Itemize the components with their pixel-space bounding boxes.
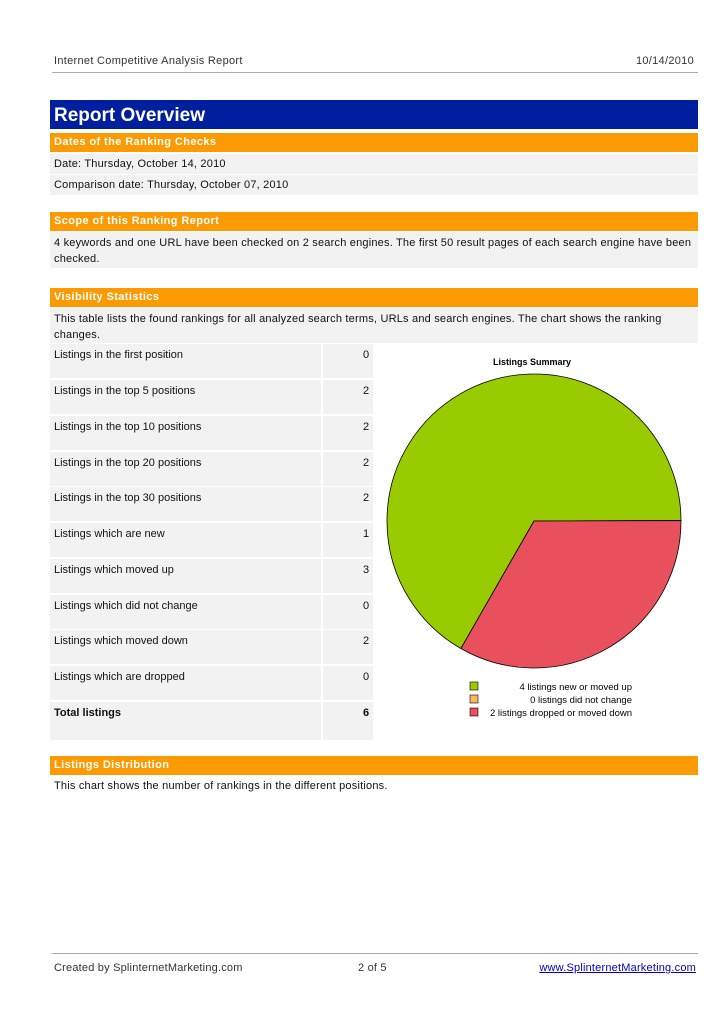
cell-divider <box>321 559 323 593</box>
dates-heading: Dates of the Ranking Checks <box>50 133 698 152</box>
table-row <box>50 523 373 557</box>
table-row <box>50 666 373 700</box>
cell-divider <box>321 344 323 378</box>
footer-divider <box>52 953 698 954</box>
report-date: 10/14/2010 <box>635 55 694 67</box>
pie-slices <box>387 374 681 668</box>
visibility-text: This table lists the found rankings for all analyzed search terms, URLs and search engines. The chart shows the ranking changes. <box>50 308 698 343</box>
chart-legend <box>470 682 632 719</box>
section-title: Report Overview <box>50 100 698 129</box>
table-row <box>50 595 373 629</box>
stat-value: 0 <box>363 349 370 361</box>
chart-title: Listings Summary <box>492 357 572 367</box>
distribution-heading: Listings Distribution <box>50 756 698 775</box>
stat-label: Listings in the top 10 positions <box>54 421 202 433</box>
table-row <box>50 344 373 378</box>
cell-divider <box>321 702 323 740</box>
stat-label: Total listings <box>54 707 122 719</box>
table-row-total <box>50 702 373 740</box>
listings-summary-chart <box>374 344 698 740</box>
legend-label-2: 2 listings dropped or moved down <box>489 708 632 719</box>
table-row <box>50 380 373 414</box>
cell-divider <box>321 595 323 629</box>
stat-value: 2 <box>363 421 370 433</box>
table-row <box>50 630 373 664</box>
stat-value: 0 <box>363 600 370 612</box>
distribution-text: This chart shows the number of rankings in the different positions. <box>50 776 698 796</box>
pie-chart-svg <box>374 344 698 740</box>
legend-swatch-2 <box>470 708 478 716</box>
cell-divider <box>321 452 323 486</box>
cell-divider <box>321 523 323 557</box>
table-row <box>50 487 373 521</box>
cell-divider <box>321 666 323 700</box>
stat-label: Listings which did not change <box>54 600 198 612</box>
stat-label: Listings in the first position <box>54 349 184 361</box>
stat-label: Listings which moved down <box>54 635 188 647</box>
header-divider <box>52 72 698 73</box>
table-row <box>50 452 373 486</box>
cell-divider <box>321 630 323 664</box>
legend-swatch-0 <box>470 682 478 690</box>
legend-label-0: 4 listings new or moved up <box>519 682 632 693</box>
cell-divider <box>321 416 323 450</box>
footer-link-wrap <box>539 962 696 974</box>
comparison-date-row: Comparison date: Thursday, October 07, 2010 <box>50 175 698 195</box>
table-row <box>50 559 373 593</box>
stat-value: 3 <box>363 564 370 576</box>
footer-credit: Created by SplinternetMarketing.com <box>54 962 243 974</box>
table-row <box>50 416 373 450</box>
scope-text: 4 keywords and one URL have been checked on 2 search engines. The first 50 result pages of each search engine have been checked. <box>50 232 698 268</box>
cell-divider <box>321 487 323 521</box>
stat-label: Listings in the top 30 positions <box>54 492 202 504</box>
visibility-heading: Visibility Statistics <box>50 288 698 307</box>
scope-heading: Scope of this Ranking Report <box>50 212 698 231</box>
stat-label: Listings in the top 20 positions <box>54 457 202 469</box>
page-header <box>54 55 694 67</box>
stat-value: 2 <box>363 635 370 647</box>
cell-divider <box>321 380 323 414</box>
stat-value: 6 <box>363 707 370 719</box>
website-link[interactable]: www.SplinternetMarketing.com <box>539 962 696 974</box>
stat-label: Listings which are new <box>54 528 165 540</box>
page-number: 2 of 5 <box>358 962 387 974</box>
stat-label: Listings in the top 5 positions <box>54 385 196 397</box>
stat-value: 1 <box>363 528 370 540</box>
stat-value: 2 <box>363 457 370 469</box>
stat-label: Listings which are dropped <box>54 671 185 683</box>
stat-value: 2 <box>363 385 370 397</box>
legend-swatch-1 <box>470 695 478 703</box>
stat-value: 0 <box>363 671 370 683</box>
stat-label: Listings which moved up <box>54 564 174 576</box>
report-title: Internet Competitive Analysis Report <box>54 55 243 67</box>
legend-label-1: 0 listings did not change <box>530 695 632 706</box>
stat-value: 2 <box>363 492 370 504</box>
report-date-row: Date: Thursday, October 14, 2010 <box>50 154 698 174</box>
